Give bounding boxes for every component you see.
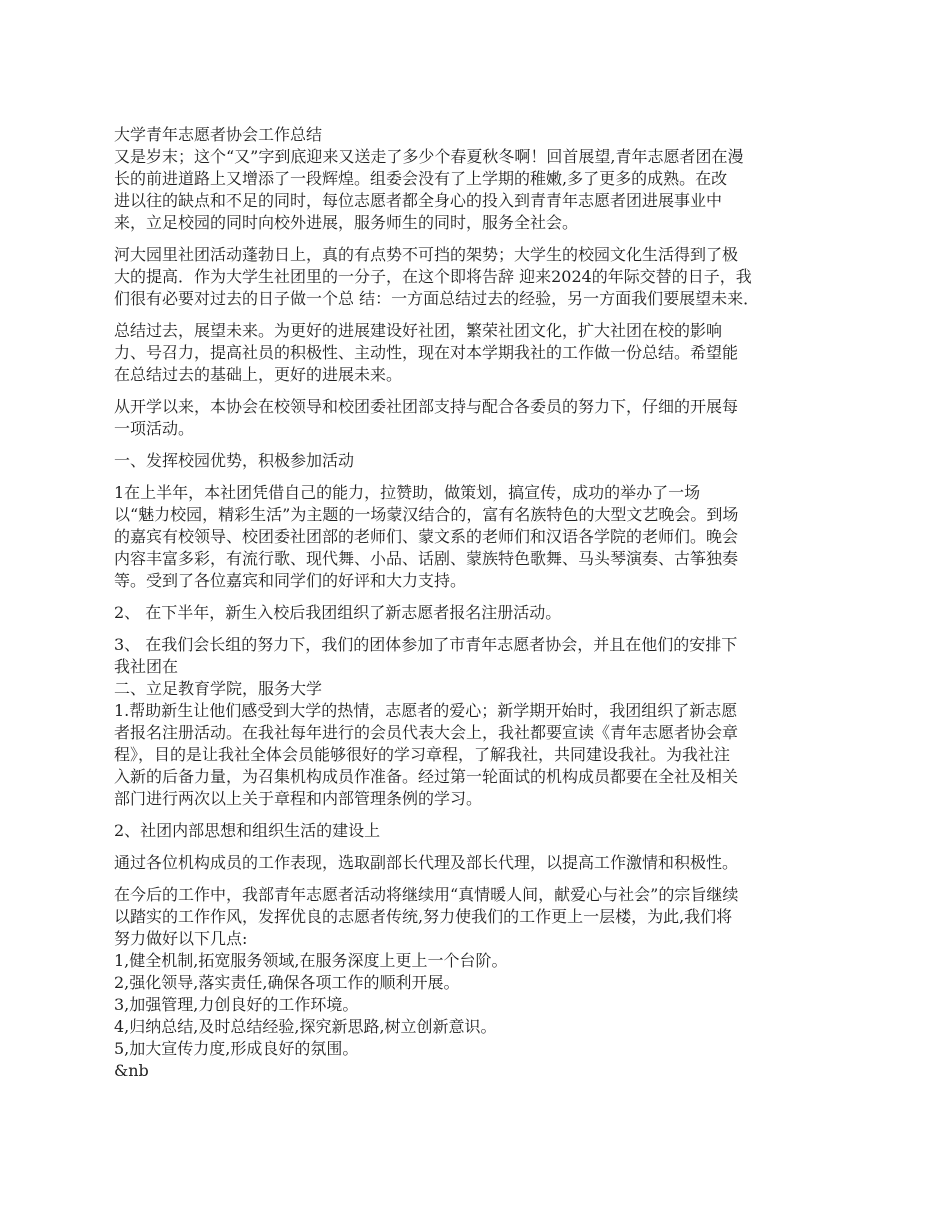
section-heading-2: 二、立足教育学院，服务大学 bbox=[114, 679, 323, 698]
trailing-text: &nb bbox=[114, 1061, 149, 1080]
paragraph-item-1-new-students: 1.帮助新生让他们感受到大学的热情，志愿者的爱心；新学期开始时，我团组织了新志愿 者报名注册活动。在我社每年进行的会员代表大会上，我社都要宣读《青年志愿者协会章 程》，目的是让我社全体会员能够很好的学习章程，了解我社，共同建设我社。为我社注 入新的后备力量，为召集机构成员作准备。经过第一轮面试的机构成员都要在全社及相关 部门进行两次以上关于章程和内部管理条例的学习。 bbox=[114, 701, 739, 808]
paragraph-item-2-registration: 2、 在下半年，新生入校后我团组织了新志愿者报名注册活动。 bbox=[114, 603, 562, 622]
list-item: 1,健全机制,拓宽服务领域,在服务深度上更上一个台阶。 bbox=[114, 951, 508, 970]
paragraph-performance: 通过各位机构成员的工作表现，选取副部长代理及部长代理，以提高工作激情和积极性。 bbox=[114, 853, 739, 872]
paragraph-intro: 又是岁末；这个“又”字到底迎来又送走了多少个春夏秋冬啊！回首展望,青年志愿者团在漫 长的前进道路上又增添了一段辉煌。组委会没有了上学期的稚嫩,多了更多的成熟。在改 进以往的缺点和不足的同时，每位志愿者都全身心的投入到青青年志愿者团进展事业中 来，立足校园的同时向校外进展，服务师生的同时，服务全社会。 bbox=[114, 147, 744, 232]
list-item: 4,归纳总结,及时总结经验,探究新思路,树立创新意识。 bbox=[114, 1017, 497, 1036]
paragraph-future-work: 在今后的工作中，我部青年志愿者活动将继续用“真情暖人间，献爱心与社会”的宗旨继续 以踏实的工作作风，发挥优良的志愿者传统,努力使我们的工作更上一层楼，为此,我们将 努力做好以下几点: bbox=[114, 885, 739, 948]
goals-list bbox=[114, 950, 840, 1060]
list-item: 3,加强管理,力创良好的工作环境。 bbox=[114, 995, 359, 1014]
paragraph-since-semester-start: 从开学以来，本协会在校领导和校团委社团部支持与配合各委员的努力下，仔细的开展每 一项活动。 bbox=[114, 397, 739, 438]
paragraph-summary-purpose: 总结过去，展望未来。为更好的进展建设好社团，繁荣社团文化，扩大社团在校的影响 力、号召力，提高社员的积极性、主动性，现在对本学期我社的工作做一份总结。希望能 在总结过去的基础上，更好的进展未来。 bbox=[114, 321, 739, 384]
paragraph-campus-clubs: 河大园里社团活动蓬勃日上，真的有点势不可挡的架势；大学生的校园文化生活得到了极 大的提高．作为大学生社团里的一分子，在这个即将告辞 迎来2024的年际交替的日子，我 们很有必要对过去的日子做一个总 结：一方面总结过去的经验，另一方面我们要展望未来． bbox=[114, 245, 760, 308]
paragraph-item-2-internal: 2、社团内部思想和组织生活的建设上 bbox=[114, 821, 381, 840]
list-item: 2,强化领导,落实责任,确保各项工作的顺利开展。 bbox=[114, 973, 460, 992]
section-heading-1: 一、发挥校园优势，积极参加活动 bbox=[114, 451, 355, 470]
paragraph-item-1-gala: 1在上半年，本社团凭借自己的能力，拉赞助，做策划，搞宣传，成功的举办了一场 以“魅力校园，精彩生活”为主题的一场蒙汉结合的，富有名族特色的大型文艺晚会。到场 的嘉宾有校领导、校团委社团部的老师们、蒙文系的老师们和汉语各学院的老师们。晚会 内容丰富多彩，有流行歌、现代舞、小品、话剧、蒙族特色歌舞、马头琴演奏、古筝独奏 等。受到了各位嘉宾和同学们的好评和大力支持。 bbox=[114, 483, 739, 590]
paragraph-item-3-association: 3、 在我们会长组的努力下，我们的团体参加了市青年志愿者协会，并且在他们的安排下 我社团在 bbox=[114, 635, 738, 676]
document-title: 大学青年志愿者协会工作总结 bbox=[114, 125, 323, 144]
document-page bbox=[114, 124, 840, 1082]
list-item: 5,加大宣传力度,形成良好的氛围。 bbox=[114, 1039, 359, 1058]
